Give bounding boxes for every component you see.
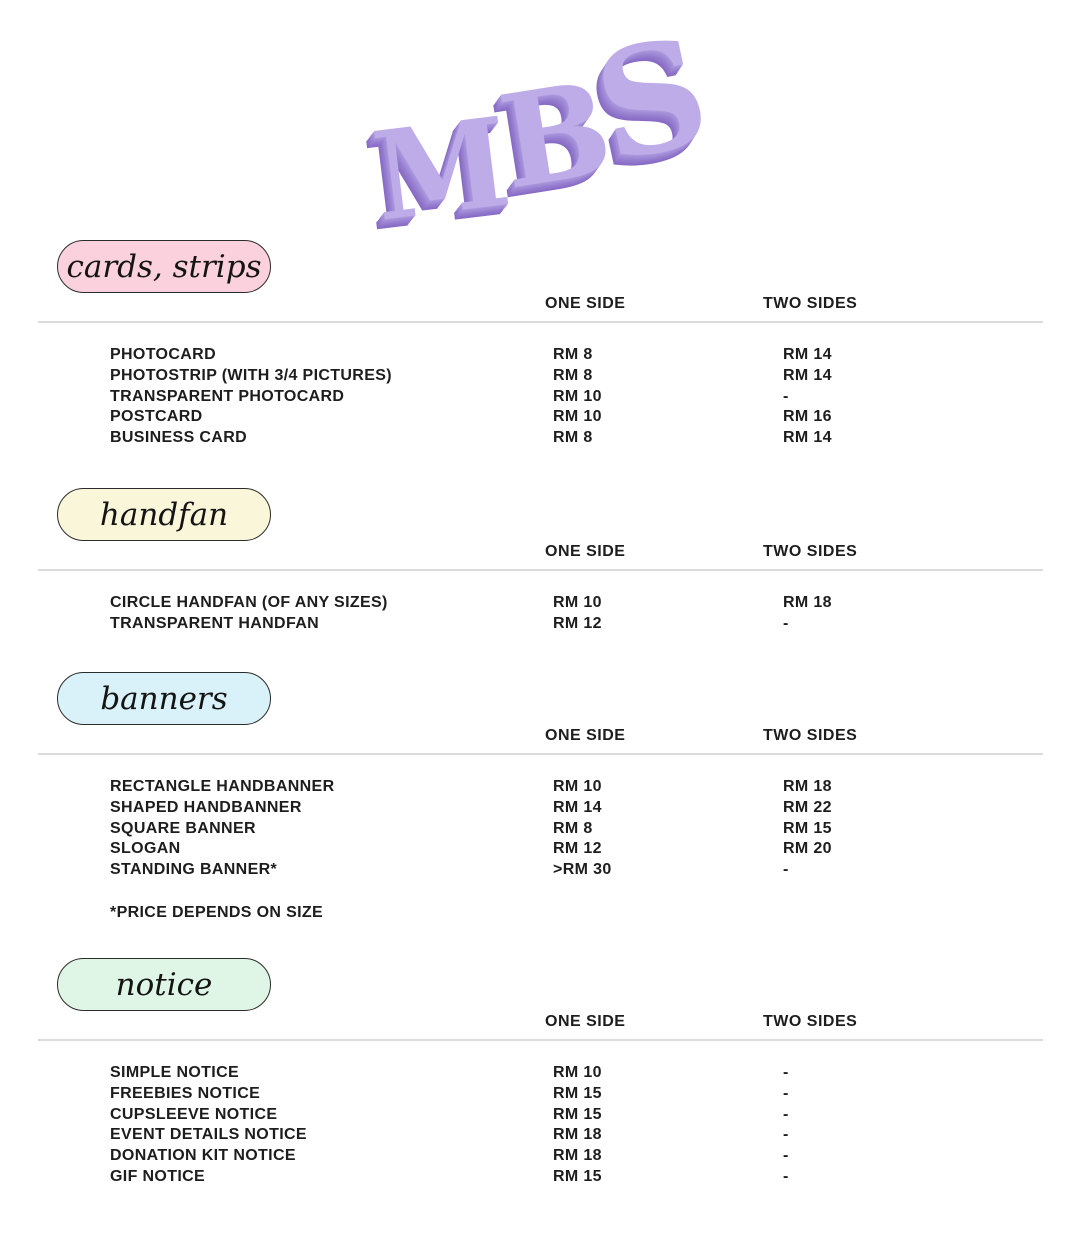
price-one-side: RM 15: [553, 1105, 602, 1123]
item-name: SLOGAN: [110, 840, 181, 858]
column-header-one-side: ONE SIDE: [545, 543, 626, 560]
price-two-sides: -: [783, 1147, 789, 1165]
price-two-sides: -: [783, 387, 789, 405]
logo-letter-m: M: [365, 89, 518, 249]
price-two-sides: RM 18: [783, 778, 832, 795]
column-header-two-sides: TWO SIDES: [763, 727, 858, 744]
price-row: [0, 429, 1080, 450]
column-header-two-sides: TWO SIDES: [763, 543, 858, 560]
price-two-sides: RM 14: [783, 366, 832, 384]
price-row: [0, 840, 1080, 861]
price-two-sides: RM 18: [783, 594, 832, 611]
divider: [38, 321, 1043, 323]
column-header-one-side: ONE SIDE: [545, 727, 626, 744]
price-two-sides: -: [783, 1064, 789, 1081]
item-name: STANDING BANNER*: [110, 861, 278, 879]
logo-letter-s: S: [581, 3, 723, 196]
price-two-sides: RM 22: [783, 798, 832, 816]
price-one-side: RM 10: [553, 387, 602, 405]
column-header-two-sides: TWO SIDES: [763, 1013, 858, 1030]
price-one-side: RM 10: [553, 594, 602, 611]
price-row: [0, 1147, 1080, 1168]
price-row: [0, 1064, 1080, 1085]
divider: [38, 1039, 1043, 1041]
section-notice: [0, 958, 1080, 1189]
price-two-sides: RM 14: [783, 429, 832, 447]
price-one-side: RM 10: [553, 778, 602, 795]
price-two-sides: -: [783, 1126, 789, 1144]
section-cards-strips: [0, 240, 1080, 450]
column-headers: [0, 727, 1080, 744]
column-headers: [0, 1013, 1080, 1030]
item-name: PHOTOCARD: [110, 346, 216, 363]
item-name: CUPSLEEVE NOTICE: [110, 1105, 278, 1123]
price-one-side: RM 12: [553, 614, 602, 632]
price-one-side: RM 18: [553, 1126, 602, 1144]
price-one-side: RM 14: [553, 798, 602, 816]
section-pill-banners: [57, 672, 271, 725]
price-one-side: RM 10: [553, 1064, 602, 1081]
item-name: SQUARE BANNER: [110, 819, 256, 837]
price-row: [0, 799, 1080, 820]
price-row: [0, 820, 1080, 841]
price-row: [0, 594, 1080, 615]
price-one-side: RM 8: [553, 366, 593, 384]
price-table: [0, 594, 1080, 636]
item-name: CIRCLE HANDFAN (OF ANY SIZES): [110, 594, 388, 611]
price-table: [0, 1064, 1080, 1189]
section-pill-handfan: [57, 488, 271, 541]
price-two-sides: RM 20: [783, 840, 832, 858]
item-name: DONATION KIT NOTICE: [110, 1147, 296, 1165]
price-two-sides: -: [783, 1167, 789, 1185]
section-label: notice: [115, 966, 213, 1003]
mbs-logo: [364, 3, 723, 249]
section-banners: [0, 672, 1080, 922]
price-two-sides: RM 16: [783, 408, 832, 426]
price-one-side: RM 18: [553, 1147, 602, 1165]
price-row: [0, 1126, 1080, 1147]
item-name: TRANSPARENT HANDFAN: [110, 614, 320, 632]
divider: [38, 569, 1043, 571]
column-header-one-side: ONE SIDE: [545, 295, 626, 312]
price-one-side: RM 12: [553, 840, 602, 858]
item-name: BUSINESS CARD: [110, 429, 248, 447]
price-row: [0, 1168, 1080, 1189]
column-headers: [0, 295, 1080, 312]
price-one-side: RM 8: [553, 429, 593, 447]
price-row: [0, 1106, 1080, 1127]
price-row: [0, 346, 1080, 367]
column-headers: [0, 543, 1080, 560]
price-two-sides: -: [783, 1105, 789, 1123]
logo-area: [0, 3, 1080, 249]
item-name: TRANSPARENT PHOTOCARD: [110, 387, 345, 405]
section-label: banners: [100, 680, 228, 717]
price-row: [0, 615, 1080, 636]
column-header-two-sides: TWO SIDES: [763, 295, 858, 312]
price-two-sides: RM 14: [783, 346, 832, 363]
logo-letter-b: B: [490, 53, 622, 219]
item-name: POSTCARD: [110, 408, 203, 426]
size-note: *PRICE DEPENDS ON SIZE: [110, 903, 324, 921]
section-pill-cards-strips: [57, 240, 271, 293]
price-one-side: RM 15: [553, 1084, 602, 1102]
price-two-sides: -: [783, 1084, 789, 1102]
item-name: RECTANGLE HANDBANNER: [110, 778, 335, 795]
price-two-sides: RM 15: [783, 819, 832, 837]
price-row: [0, 367, 1080, 388]
price-one-side: RM 8: [553, 346, 593, 363]
item-name: EVENT DETAILS NOTICE: [110, 1126, 307, 1144]
item-name: PHOTOSTRIP (WITH 3/4 PICTURES): [110, 366, 392, 384]
item-name: GIF NOTICE: [110, 1167, 206, 1185]
price-row: [0, 408, 1080, 429]
price-one-side: RM 8: [553, 819, 593, 837]
price-one-side: RM 15: [553, 1167, 602, 1185]
item-name: FREEBIES NOTICE: [110, 1084, 261, 1102]
section-handfan: [0, 488, 1080, 636]
price-table: [0, 778, 1080, 882]
section-label: handfan: [99, 496, 229, 533]
price-row: [0, 778, 1080, 799]
item-name: SIMPLE NOTICE: [110, 1064, 240, 1081]
item-name: SHAPED HANDBANNER: [110, 798, 302, 816]
section-label: cards, strips: [66, 248, 262, 285]
price-row: [0, 388, 1080, 409]
price-two-sides: -: [783, 614, 789, 632]
price-one-side: >RM 30: [553, 861, 612, 879]
divider: [38, 753, 1043, 755]
price-one-side: RM 10: [553, 408, 602, 426]
column-header-one-side: ONE SIDE: [545, 1013, 626, 1030]
price-table: [0, 346, 1080, 450]
price-two-sides: -: [783, 861, 789, 879]
section-pill-notice: [57, 958, 271, 1011]
price-row: [0, 861, 1080, 882]
price-row: [0, 1085, 1080, 1106]
